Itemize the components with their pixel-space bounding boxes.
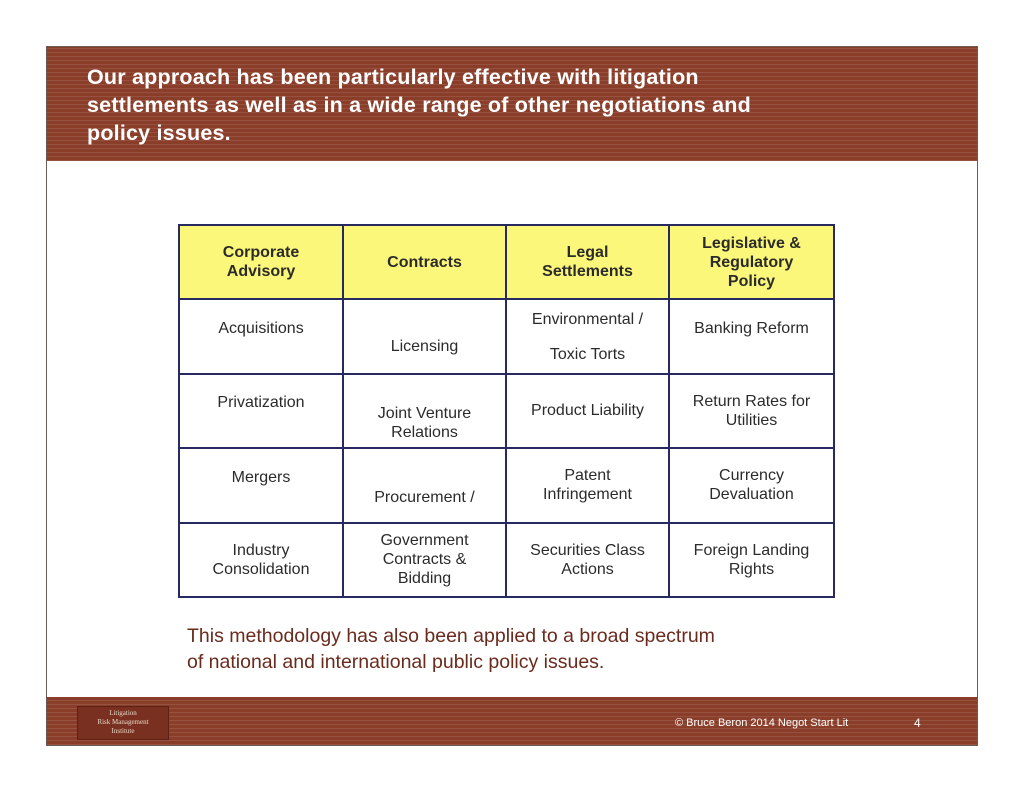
cell-line: Securities Class: [530, 541, 645, 559]
cell-line: Rights: [728, 560, 775, 578]
cell-line: Government: [380, 532, 469, 550]
footer-banner: [47, 697, 977, 745]
methodology-note: [187, 623, 887, 675]
cell-line: Mergers: [231, 468, 291, 486]
cell-line: Privatization: [217, 394, 305, 412]
header-corporate-advisory: [179, 225, 343, 299]
cell-line: Devaluation: [709, 486, 794, 504]
table-row: [179, 374, 834, 448]
cell-contracts: [343, 299, 506, 373]
cell-line: Consolidation: [212, 560, 310, 578]
cell-line: Licensing: [390, 338, 459, 356]
cell-line: Infringement: [543, 486, 632, 504]
cell-line: Bidding: [397, 570, 452, 588]
logo-line: Risk Management: [97, 718, 149, 726]
cell-line: Currency: [719, 467, 784, 485]
cell-legal: [506, 448, 669, 522]
cell-legislative: [669, 374, 834, 448]
header-contracts: [343, 225, 506, 299]
practice-areas-table: [178, 224, 835, 598]
cell-legal: [506, 374, 669, 448]
header-line: Settlements: [542, 263, 633, 281]
logo-line: Litigation: [109, 709, 137, 717]
slide: [46, 46, 978, 746]
cell-line: Actions: [561, 560, 614, 578]
header-legislative-policy: [669, 225, 834, 299]
cell-legislative: [669, 299, 834, 373]
cell-legislative: [669, 448, 834, 522]
cell-contracts: [343, 374, 506, 448]
cell-line: Acquisitions: [218, 320, 304, 338]
slide-title-line: policy issues.: [87, 121, 231, 145]
cell-line: Return Rates for: [692, 392, 811, 410]
copyright-text: © Bruce Beron 2014 Negot Start Lit: [675, 717, 849, 729]
cell-line: Joint Venture: [377, 404, 472, 422]
table-row: [179, 523, 834, 597]
institute-logo: [77, 706, 169, 740]
title-banner: [47, 47, 977, 161]
cell-corporate: [179, 374, 343, 448]
cell-contracts: [343, 448, 506, 522]
header-line: Legislative &: [702, 234, 801, 252]
cell-line: Relations: [391, 423, 458, 441]
slide-title-line: Our approach has been particularly effective with litigation: [87, 65, 699, 89]
cell-line: Toxic Torts: [549, 345, 626, 363]
cell-corporate: [179, 448, 343, 522]
header-line: Advisory: [226, 263, 296, 281]
cell-line: Procurement /: [374, 488, 475, 506]
cell-line: Environmental /: [531, 310, 644, 328]
table-row: [179, 299, 834, 373]
note-line: of national and international public policy issues.: [187, 651, 605, 673]
cell-legal: [506, 299, 669, 373]
cell-line: Patent: [564, 467, 611, 485]
note-line: This methodology has also been applied to a broad spectrum: [187, 625, 715, 647]
table-row: [179, 448, 834, 522]
slide-title: [87, 63, 947, 147]
cell-line: Foreign Landing: [693, 541, 810, 559]
cell-line: Industry: [232, 541, 290, 559]
header-line: Corporate: [222, 244, 300, 262]
header-line: Policy: [727, 272, 776, 290]
cell-line: Contracts &: [382, 551, 467, 569]
cell-legislative: [669, 523, 834, 597]
header-line: Regulatory: [709, 253, 794, 271]
cell-corporate: [179, 523, 343, 597]
cell-line: Utilities: [725, 411, 778, 429]
header-legal-settlements: [506, 225, 669, 299]
table-header-row: [179, 225, 834, 299]
page-number: 4: [914, 716, 921, 730]
slide-title-line: settlements as well as in a wide range of other negotiations and: [87, 93, 751, 117]
cell-line: Banking Reform: [694, 320, 809, 338]
cell-corporate: [179, 299, 343, 373]
cell-contracts: [343, 523, 506, 597]
header-line: Legal: [566, 244, 609, 262]
header-line: Contracts: [387, 253, 462, 271]
logo-line: Institute: [111, 727, 135, 735]
cell-legal: [506, 523, 669, 597]
cell-line: Product Liability: [531, 402, 644, 420]
